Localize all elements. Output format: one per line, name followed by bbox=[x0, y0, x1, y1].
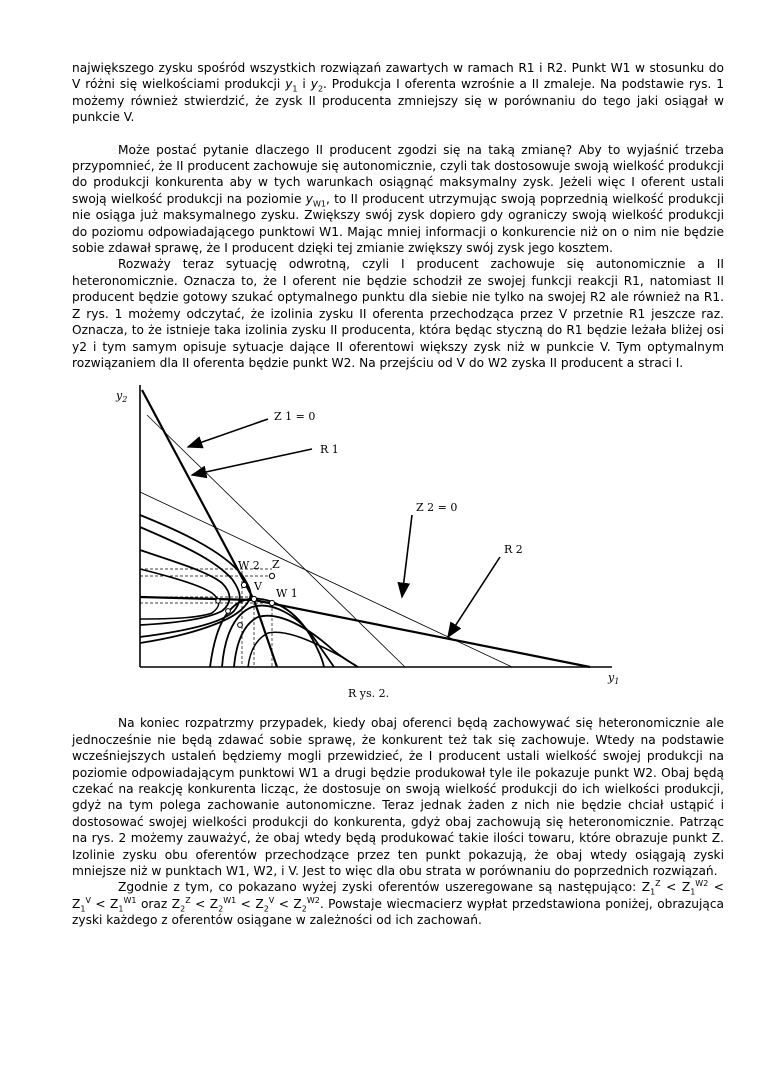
paragraph-5-tail: Powstaje wiecmacierz wypłat przedstawiona poniżej, obrazująca zyski każdego z oferentów osiągane w zależności od ich zachowań. bbox=[72, 896, 725, 928]
r2-reaction-line bbox=[140, 597, 590, 667]
arrow-r2 bbox=[448, 557, 500, 637]
isoprofit-curve-ii-3 bbox=[140, 550, 230, 625]
label-w1: W 1 bbox=[276, 587, 298, 601]
point-z bbox=[269, 574, 274, 579]
y2-axis-label: $y_2$ bbox=[116, 389, 128, 405]
paragraph-2: Może postać pytanie dlaczego II producent zgodzi się na taką zmianę? Aby to wyjaśnić trzeba przypomnieć, że II producent zachowuje się autonomicznie, czyli tak dostosowuje swoją wielkość produkcji do produkcji konkurenta aby w tych warunkach osiągnąć maksymalny zysk. Jeżeli więc I oferent ustali swoją wielkość produkcji na poziomie $y_{W1}$, to II producent utrzymując swoją poprzednią wielkość produkcji nie osiąga już maksymalnego zysku. Zwiększy swój zysk dopiero gdy ograniczy swoją wielkość produkcji do poziomu odpowiadającego punktowi W1. Mając mniej informacji o konkurencie niż on o nim nie będzie sobie zdawał sprawę, że I producent dzięki tej zmianie zwiększy swój zysk jego kosztem. bbox=[72, 142, 724, 256]
label-z1-zero: Z 1 = 0 bbox=[274, 410, 316, 424]
arrow-z1-zero bbox=[188, 419, 268, 447]
paragraph-5: Zgodnie z tym, co pokazano wyżej zyski oferentów uszeregowane są następująco: $Z_1^Z < Z_1^{W2} < Z_1^V < Z_1^{W1}$ oraz $Z_2^Z < Z_2^{W1} < Z_2^V < Z_2^{W2}$. Powstaje wiecmacierz wypłat przedstawiona poniżej, obrazująca zyski każdego z oferentów osiągane w zależności od ich zachowań. bbox=[72, 879, 725, 928]
label-r1: R 1 bbox=[320, 443, 339, 457]
isoprofit-curve-i-3 bbox=[234, 616, 358, 667]
y1-axis-label: $y_1$ bbox=[608, 671, 620, 687]
label-r2: R 2 bbox=[504, 543, 523, 557]
point-v bbox=[251, 597, 256, 602]
paragraph-4: Na koniec rozpatrzmy przypadek, kiedy obaj oferenci będą zachowywać się heteronomicznie ale jednocześnie nie będą zdawać sobie sprawę, że konkurent też tak się zachowuje. Wtedy na podstawie wcześniejszych ustaleń będziemy mogli przewidzieć, że I producent ustali wielkość swojej produkcji na poziomie odpowiadającym punktowi W1 a drugi będzie produkował tyle ile pokazuje punkt W2. Obaj będą czekać na reakcję konkurenta licząc, że dostosuje on swoją wielkość produkcji do ich wielkości produkcji, gdyż na tym polega zachowanie autonomiczne. Teraz jednak żaden z nich nie będzie chciał ustąpić i dostosować swojej wielkości produkcji do konkurenta, gdyż obaj zachowują się heteronomicznie. Patrząc na rys. 2 możemy zauważyć, że obaj wtedy będą produkować takie ilości towaru, które obrazuje punkt Z. Izolinie zysku obu oferentów przechodzące przez ten punkt pokazują, że obaj wtedy osiągają zyski mniejsze niż w punktach W1, W2, i V. Jest to więc dla obu strata w porównaniu do poprzednich rozwiązań. bbox=[72, 716, 724, 878]
point-w2 bbox=[241, 583, 246, 588]
label-w2: W 2 bbox=[238, 559, 260, 573]
document-page bbox=[72, 60, 724, 929]
figure-caption: R ys. 2. bbox=[348, 687, 390, 701]
label-z: Z bbox=[272, 558, 280, 572]
paragraph-3: Rozważy teraz sytuację odwrotną, czyli I producent zachowuje się autonomicznie a II heteronomicznie. Oznacza to, że I oferent nie będzie schodził ze swojej funkcji reakcji R1, natomiast II producent będzie gotowy szukać optymalnego punktu dla siebie nie tylko na swojej R2 ale również na R1. Z rys. 1 możemy odczytać, że izolinia zysku II oferenta przechodząca przez V przetnie R1 jeszcze raz. Oznacza, to że istnieje taka izolinia zysku II producenta, która będąc styczną do R1 będzie leżała bliżej osi y2 i tym samym opisuje sytuacje dające II oferentowi większy zysk niż w punkcie V. Tym optymalnym rozwiązaniem dla II oferenta będzie punkt W2. Na przejściu od V do W2 zyska II producent a straci I. bbox=[72, 257, 724, 370]
isoprofit-curve-i-4 bbox=[248, 633, 358, 668]
isoprofit-curve-ii-4 bbox=[140, 569, 219, 619]
reaction-functions-diagram bbox=[72, 375, 724, 715]
arrow-r1 bbox=[192, 449, 312, 475]
point-b bbox=[238, 623, 243, 628]
figure-rys-2 bbox=[72, 375, 724, 715]
paragraph-1: największego zysku spośród wszystkich rozwiązań zawartych w ramach R1 i R2. Punkt W1 w stosunku do V różni się wielkościami produkcji $y_1$ i $y_2$. Produkcja I oferenta wzrośnie a II zmaleje. Na podstawie rys. 1 możemy również stwierdzić, że zysk II producenta zmniejszy się w porównaniu do tego jaki osiągał w punkcie V. bbox=[72, 61, 725, 125]
point-c bbox=[216, 599, 220, 603]
point-w1 bbox=[269, 601, 274, 606]
label-z2-zero: Z 2 = 0 bbox=[416, 501, 458, 515]
point-a bbox=[226, 609, 231, 614]
arrow-z2-zero bbox=[402, 515, 412, 597]
label-v: V bbox=[254, 580, 262, 594]
